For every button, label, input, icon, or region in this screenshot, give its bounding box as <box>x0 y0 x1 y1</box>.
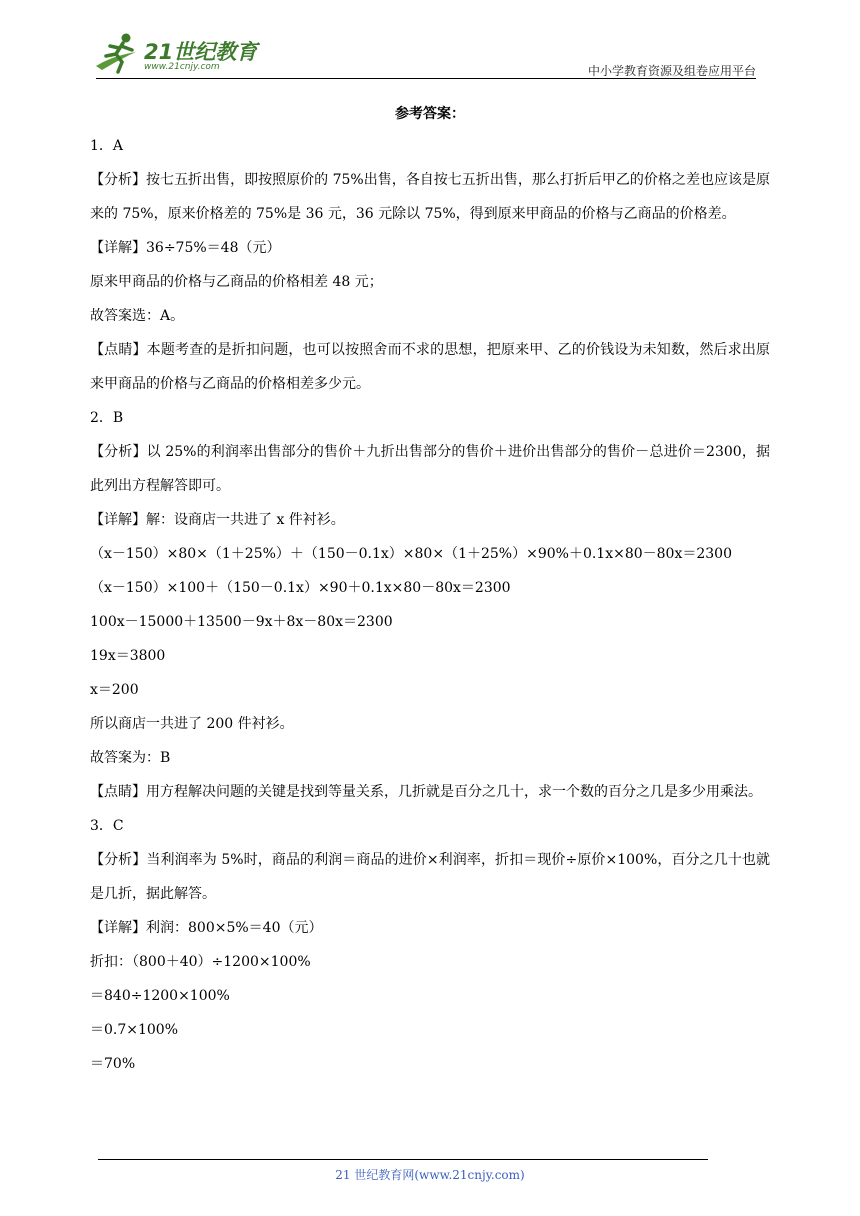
equation-line: （x－150）×80×（1＋25%）＋（150－0.1x）×80×（1＋25%）×90%＋0.1x×80－80x＝2300 <box>90 546 732 562</box>
analysis-paragraph: 【分析】以 25%的利润率出售部分的售价＋九折出售部分的售价＋进价出售部分的售价－总进价＝2300，据此列出方程解答即可。 <box>90 444 770 494</box>
page-header <box>92 30 756 78</box>
comment-paragraph: 【点睛】本题考查的是折扣问题，也可以按照舍而不求的思想，把原来甲、乙的价钱设为未知数，然后求出原来甲商品的价格与乙商品的价格相差多少元。 <box>90 342 770 392</box>
text-line: 原来甲商品的价格与乙商品的价格相差 48 元； <box>90 274 383 290</box>
equation-line: ＝70% <box>90 1056 136 1072</box>
header-divider <box>96 78 756 79</box>
equation-line: ＝0.7×100% <box>90 1022 179 1038</box>
answer-heading-3: 3．C <box>90 818 124 834</box>
comment-paragraph: 【点睛】用方程解决问题的关键是找到等量关系，几折就是百分之几十，求一个数的百分之几是多少用乘法。 <box>90 784 762 800</box>
logo-url: www.21cnjy.com <box>144 62 220 72</box>
answer-choice-line: 故答案选：A。 <box>90 308 185 324</box>
equation-line: x＝200 <box>90 682 139 698</box>
equation-line: 折扣：（800＋40）÷1200×100% <box>90 954 311 970</box>
analysis-paragraph: 【分析】当利润率为 5%时，商品的利润＝商品的进价×利润率，折扣＝现价÷原价×100%，百分之几十也就是几折，据此解答。 <box>90 852 770 902</box>
page-title: 参考答案： <box>395 106 465 122</box>
detail-line: 【详解】利润：800×5%＝40（元） <box>90 920 323 936</box>
equation-line: ＝840÷1200×100% <box>90 988 230 1004</box>
equation-line: （x－150）×100＋（150－0.1x）×90＋0.1x×80－80x＝2300 <box>90 580 511 596</box>
equation-line: 19x＝3800 <box>90 648 166 664</box>
answer-heading-1: 1．A <box>90 138 124 154</box>
logo <box>92 30 262 76</box>
header-platform-text: 中小学教育资源及组卷应用平台 <box>587 64 756 78</box>
text-line: 所以商店一共进了 200 件衬衫。 <box>90 716 294 732</box>
answer-heading-2: 2．B <box>90 410 124 426</box>
footer-divider <box>98 1159 708 1160</box>
answer-content <box>90 129 770 1081</box>
detail-line: 【详解】解：设商店一共进了 x 件衬衫。 <box>90 512 345 528</box>
detail-line: 【详解】36÷75%＝48（元） <box>90 240 281 256</box>
equation-line: 100x－15000＋13500－9x＋8x－80x＝2300 <box>90 614 393 630</box>
runner-logo-icon <box>92 30 144 76</box>
logo-text: 21世纪教育 <box>144 40 258 64</box>
analysis-paragraph: 【分析】按七五折出售，即按照原价的 75%出售，各自按七五折出售，那么打折后甲乙的价格之差也应该是原来的 75%，原来价格差的 75%是 36 元，36 元除以 75%，得到原来甲商品的价格与乙商品的价格差。 <box>90 172 770 222</box>
footer-text: 21 世纪教育网(www.21cnjy.com) <box>335 1168 525 1182</box>
answer-choice-line: 故答案为：B <box>90 750 171 766</box>
